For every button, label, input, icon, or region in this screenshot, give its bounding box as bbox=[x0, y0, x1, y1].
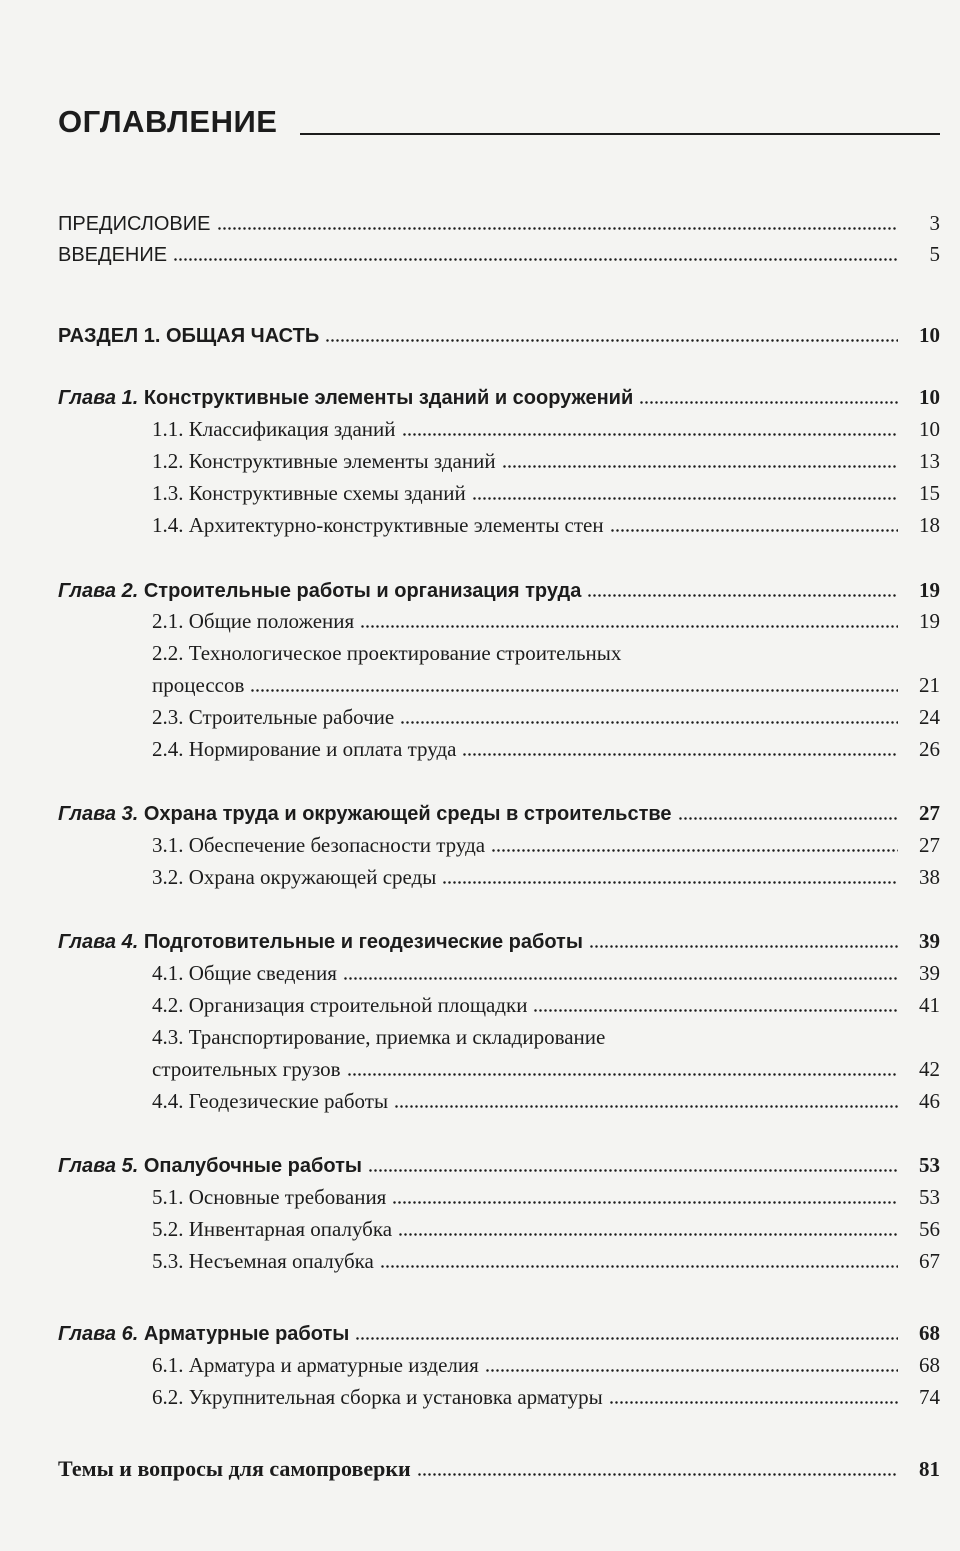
leader-dots bbox=[400, 721, 898, 724]
toc-page-number: 46 bbox=[919, 1089, 940, 1113]
toc-page-number: 41 bbox=[919, 993, 940, 1017]
toc-chapter-6[interactable] bbox=[58, 1318, 940, 1348]
toc-page-number: 42 bbox=[919, 1057, 940, 1081]
toc-subentry-2-1[interactable] bbox=[152, 606, 940, 636]
toc-subentry-label: 4.4. Геодезические работы bbox=[152, 1089, 389, 1113]
chapter-prefix: Глава 3. bbox=[58, 803, 139, 825]
toc-subentry-4-3[interactable] bbox=[152, 1054, 940, 1084]
leader-dots bbox=[491, 849, 898, 852]
leader-dots bbox=[173, 258, 898, 261]
toc-chapter-3[interactable] bbox=[58, 798, 940, 828]
toc-subentry-5-3[interactable] bbox=[152, 1246, 940, 1276]
toc-subentry-label: 6.2. Укрупнительная сборка и установка арматуры bbox=[152, 1385, 603, 1409]
toc-entry-preface[interactable] bbox=[58, 208, 940, 238]
page-title: ОГЛАВЛЕНИЕ bbox=[58, 104, 278, 139]
toc-subentry-label: 6.1. Арматура и арматурные изделия bbox=[152, 1353, 479, 1377]
toc-page-number: 53 bbox=[919, 1153, 940, 1177]
toc-subentry-2-3[interactable] bbox=[152, 702, 940, 732]
toc-page-number: 3 bbox=[929, 211, 940, 235]
chapter-title: Опалубочные работы bbox=[143, 1155, 362, 1177]
toc-subentry-label: 3.1. Обеспечение безопасности труда bbox=[152, 833, 486, 857]
leader-dots bbox=[639, 401, 898, 404]
toc-subentry-label: 5.1. Основные требования bbox=[152, 1185, 387, 1209]
toc-page-number: 15 bbox=[919, 481, 940, 505]
toc-page-number: 38 bbox=[919, 865, 940, 889]
toc-page-number: 19 bbox=[919, 578, 940, 602]
toc-subentry-label: 1.3. Конструктивные схемы зданий bbox=[152, 481, 466, 505]
toc-section-1[interactable] bbox=[58, 320, 940, 350]
chapter-prefix: Глава 4. bbox=[58, 931, 139, 953]
toc-page-number: 56 bbox=[919, 1217, 940, 1241]
leader-dots bbox=[417, 1473, 898, 1476]
toc-subentry-label: 5.2. Инвентарная опалубка bbox=[152, 1217, 393, 1241]
chapter-title: Подготовительные и геодезические работы bbox=[143, 931, 583, 953]
toc-section-label: РАЗДЕЛ 1. ОБЩАЯ ЧАСТЬ bbox=[58, 325, 320, 347]
toc-page-number: 21 bbox=[919, 673, 940, 697]
toc-page-number: 10 bbox=[919, 323, 940, 347]
toc-page-number: 10 bbox=[919, 417, 940, 441]
leader-dots bbox=[250, 689, 898, 692]
toc-chapter-label bbox=[58, 927, 583, 957]
leader-dots bbox=[472, 497, 898, 500]
toc-chapter-label bbox=[58, 1151, 362, 1181]
chapter-prefix: Глава 1. bbox=[58, 387, 139, 409]
toc-entry-label: ВВЕДЕНИЕ bbox=[58, 244, 168, 266]
toc-page-number: 74 bbox=[919, 1385, 940, 1409]
toc-page-number: 13 bbox=[919, 449, 940, 473]
toc-subentry-continuation: строительных грузов bbox=[152, 1057, 341, 1081]
toc-page-number: 68 bbox=[919, 1353, 940, 1377]
toc-subentry-3-2[interactable] bbox=[152, 862, 940, 892]
toc-chapter-4[interactable] bbox=[58, 926, 940, 956]
leader-dots bbox=[462, 753, 898, 756]
toc-chapter-label bbox=[58, 1319, 349, 1349]
toc-subentry-4-1[interactable] bbox=[152, 958, 940, 988]
leader-dots bbox=[502, 465, 898, 468]
title-rule bbox=[300, 133, 940, 135]
toc-subentry-4-2[interactable] bbox=[152, 990, 940, 1020]
leader-dots bbox=[368, 1169, 898, 1172]
toc-subentry-label: 1.4. Архитектурно-конструктивные элементы стен bbox=[152, 513, 604, 537]
toc-subentry-label: 4.2. Организация строительной площадки bbox=[152, 993, 528, 1017]
leader-dots bbox=[610, 529, 898, 532]
toc-subentry-6-1[interactable] bbox=[152, 1350, 940, 1380]
leader-dots bbox=[402, 433, 898, 436]
leader-dots bbox=[398, 1233, 898, 1236]
toc-page-number: 24 bbox=[919, 705, 940, 729]
chapter-prefix: Глава 5. bbox=[58, 1155, 139, 1177]
toc-page-number: 39 bbox=[919, 961, 940, 985]
leader-dots bbox=[678, 817, 898, 820]
toc-entry-introduction[interactable] bbox=[58, 239, 940, 269]
chapter-title: Охрана труда и окружающей среды в строительстве bbox=[143, 803, 672, 825]
leader-dots bbox=[343, 977, 898, 980]
toc-subentry-6-2[interactable] bbox=[152, 1382, 940, 1412]
toc-subentry-label: 2.3. Строительные рабочие bbox=[152, 705, 395, 729]
toc-page-number: 81 bbox=[919, 1457, 940, 1481]
leader-dots bbox=[380, 1265, 898, 1268]
toc-subentry-label: 2.1. Общие положения bbox=[152, 609, 355, 633]
leader-dots bbox=[533, 1009, 898, 1012]
toc-page-number: 19 bbox=[919, 609, 940, 633]
toc-page-number: 10 bbox=[919, 385, 940, 409]
chapter-prefix: Глава 2. bbox=[58, 580, 139, 602]
leader-dots bbox=[217, 227, 899, 230]
toc-subentry-label: 1.2. Конструктивные элементы зданий bbox=[152, 449, 496, 473]
toc-subentry-continuation: процессов bbox=[152, 673, 245, 697]
toc-subentry-1-3[interactable] bbox=[152, 478, 940, 508]
toc-page-number: 39 bbox=[919, 929, 940, 953]
toc-page-number: 27 bbox=[919, 833, 940, 857]
toc-page-number: 27 bbox=[919, 801, 940, 825]
toc-chapter-label bbox=[58, 383, 633, 413]
toc-subentry-3-1[interactable] bbox=[152, 830, 940, 860]
leader-dots bbox=[325, 339, 898, 342]
toc-subentry-label: 4.1. Общие сведения bbox=[152, 961, 337, 985]
leader-dots bbox=[355, 1337, 898, 1340]
toc-subentry-5-1[interactable] bbox=[152, 1182, 940, 1212]
toc-subentry-label: 1.1. Классификация зданий bbox=[152, 417, 396, 441]
chapter-title: Строительные работы и организация труда bbox=[143, 580, 582, 602]
leader-dots bbox=[394, 1105, 898, 1108]
toc-page-number: 5 bbox=[929, 242, 940, 266]
toc-chapter-1[interactable] bbox=[58, 382, 940, 412]
toc-subentry-5-2[interactable] bbox=[152, 1214, 940, 1244]
leader-dots bbox=[609, 1401, 898, 1404]
toc-page-number: 53 bbox=[919, 1185, 940, 1209]
leader-dots bbox=[347, 1073, 898, 1076]
leader-dots bbox=[442, 881, 898, 884]
toc-subentry-1-2[interactable] bbox=[152, 446, 940, 476]
toc-chapter-label bbox=[58, 576, 581, 606]
toc-subentry-1-4[interactable] bbox=[152, 510, 940, 540]
toc-subentry-4-4[interactable] bbox=[152, 1086, 940, 1116]
toc-subentry-label: 3.2. Охрана окружающей среды bbox=[152, 865, 437, 889]
toc-subentry-2-2-line1[interactable]: 2.2. Технологическое проектирование строительных bbox=[152, 641, 622, 665]
toc-subentry-1-1[interactable] bbox=[152, 414, 940, 444]
toc-subentry-label: 5.3. Несъемная опалубка bbox=[152, 1249, 374, 1273]
chapter-title: Арматурные работы bbox=[143, 1323, 350, 1345]
toc-chapter-2[interactable] bbox=[58, 575, 940, 605]
toc-subentry-label: 2.4. Нормирование и оплата труда bbox=[152, 737, 457, 761]
toc-subentry-2-4[interactable] bbox=[152, 734, 940, 764]
chapter-prefix: Глава 6. bbox=[58, 1323, 139, 1345]
leader-dots bbox=[589, 945, 898, 948]
leader-dots bbox=[360, 625, 898, 628]
toc-entry-self-check[interactable] bbox=[58, 1454, 940, 1484]
toc-entry-label: Темы и вопросы для самопроверки bbox=[58, 1456, 411, 1481]
toc-page-number: 18 bbox=[919, 513, 940, 537]
toc-page-number: 68 bbox=[919, 1321, 940, 1345]
leader-dots bbox=[485, 1369, 898, 1372]
toc-page-number: 67 bbox=[919, 1249, 940, 1273]
leader-dots bbox=[587, 594, 898, 597]
toc-chapter-5[interactable] bbox=[58, 1150, 940, 1180]
toc-entry-label: ПРЕДИСЛОВИЕ bbox=[58, 213, 211, 235]
toc-page-number: 26 bbox=[919, 737, 940, 761]
leader-dots bbox=[392, 1201, 898, 1204]
chapter-title: Конструктивные элементы зданий и сооружений bbox=[143, 387, 634, 409]
toc-subentry-2-2[interactable] bbox=[152, 670, 940, 700]
toc-subentry-4-3-line1[interactable]: 4.3. Транспортирование, приемка и складирование bbox=[152, 1025, 606, 1049]
toc-chapter-label bbox=[58, 799, 672, 829]
